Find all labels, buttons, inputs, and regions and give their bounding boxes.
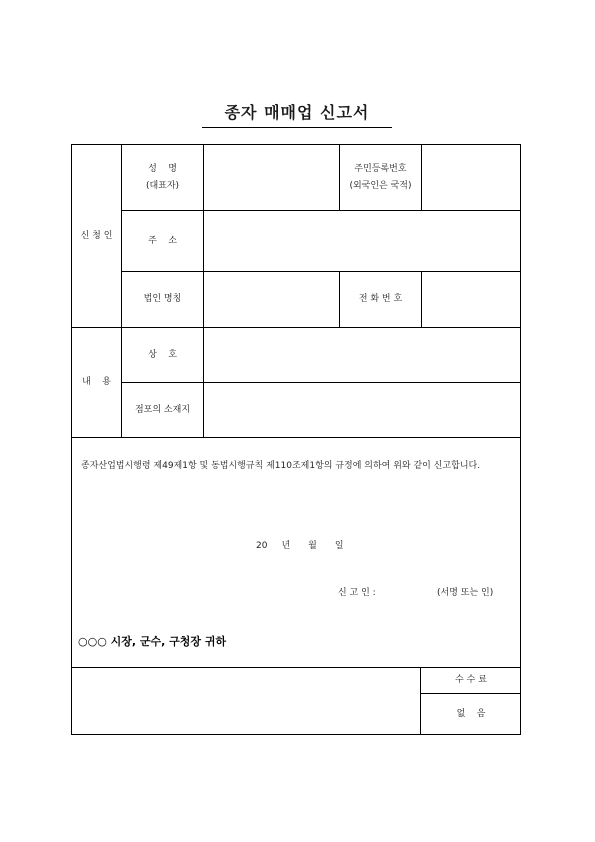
- name-label: 성 명: [148, 164, 177, 175]
- divider: [72, 437, 521, 438]
- date-month: 월: [308, 541, 317, 551]
- date-year: 년: [281, 541, 291, 551]
- statement-text: 종자산업법시행령 제49제1항 및 동법시행규칙 제110조제1항의 규정에 의하여 위와 같이 신고합니다.: [81, 461, 481, 471]
- store-location-label: 점포의 소재지: [134, 404, 191, 415]
- report-form: [71, 144, 521, 735]
- date-year-prefix: 20: [256, 541, 268, 551]
- name-label-cell: [122, 145, 203, 210]
- rrn-sublabel: (외국인은 국적): [349, 180, 412, 191]
- trade-name-label: 상 호: [148, 349, 177, 360]
- fee-label: 수 수 료: [455, 675, 487, 686]
- recipient: ○○○ 시장, 군수, 구청장 귀하: [78, 635, 227, 648]
- name-field[interactable]: [204, 145, 339, 210]
- signature-label: (서명 또는 인): [437, 588, 494, 598]
- content-section-label: 내 용: [82, 377, 111, 388]
- phone-label: 전 화 번 호: [358, 294, 403, 305]
- corp-name-field[interactable]: [204, 272, 339, 327]
- phone-field[interactable]: [422, 272, 521, 327]
- fee-value: 없 음: [456, 708, 486, 719]
- store-location-field[interactable]: [204, 383, 521, 437]
- form-title: 종자 매매업 신고서: [202, 100, 392, 128]
- blank-cell: [72, 668, 420, 734]
- address-field[interactable]: [204, 211, 521, 271]
- corp-name-label: 법인 명칭: [143, 294, 182, 305]
- rrn-label-cell: [340, 145, 421, 210]
- reporter-label: 신 고 인 :: [338, 588, 376, 598]
- date-day: 일: [334, 541, 344, 551]
- applicant-section-label: 신 청 인: [80, 230, 113, 241]
- address-label: 주 소: [148, 235, 177, 246]
- date-line: [256, 538, 358, 551]
- rrn-field[interactable]: [422, 145, 521, 210]
- rrn-label: 주민등록번호: [354, 164, 407, 175]
- trade-name-field[interactable]: [204, 328, 521, 382]
- name-sublabel: (대표자): [145, 180, 180, 191]
